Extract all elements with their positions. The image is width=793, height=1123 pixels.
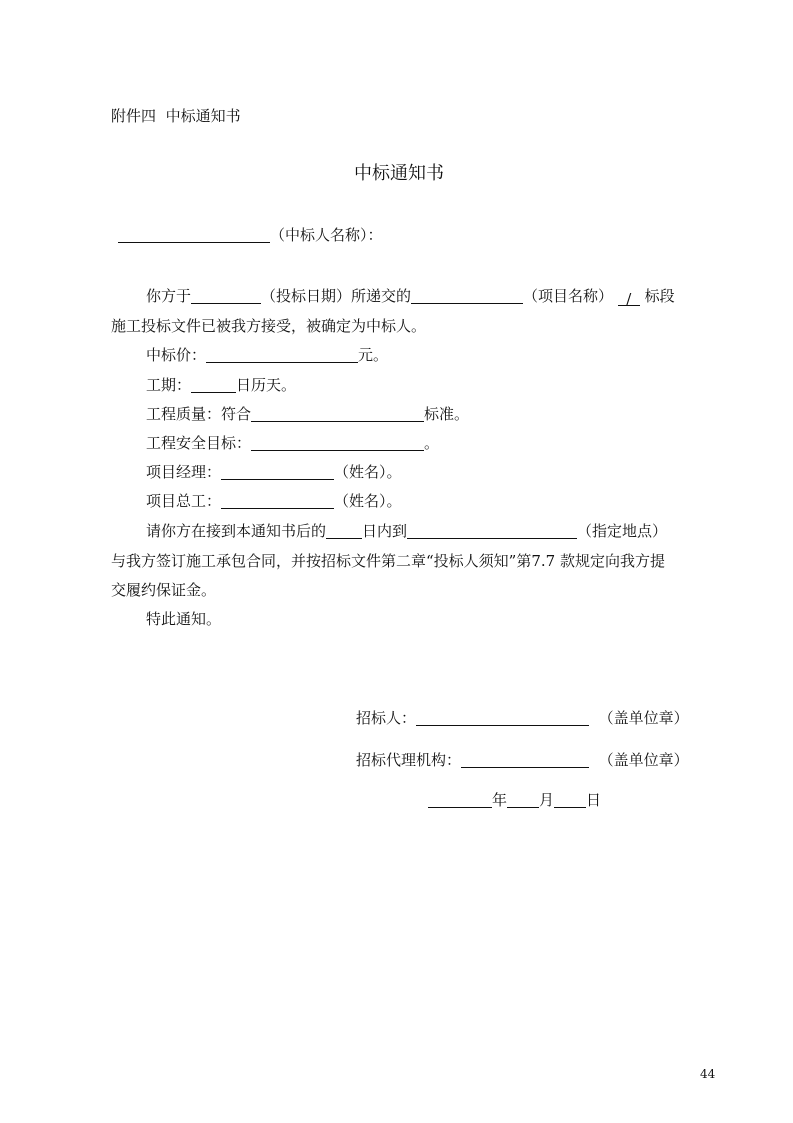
date-line (428, 790, 601, 810)
tenderer-blank[interactable] (416, 709, 589, 726)
manager-blank[interactable] (221, 463, 334, 480)
quality-line (146, 404, 469, 424)
period-blank[interactable] (191, 376, 236, 393)
safety-line (146, 433, 439, 453)
para1-line2: 施工投标文件已被我方接受，被确定为中标人。 (111, 317, 427, 335)
price-line (146, 345, 388, 365)
attachment-title: 中标通知书 (165, 107, 241, 125)
para2-line2: 与我方签订施工承包合同，并按招标文件第二章“投标人须知”第7.7 款规定向我方提 (111, 552, 665, 570)
location-blank[interactable] (407, 522, 577, 539)
winner-name-blank[interactable] (118, 226, 270, 243)
month-blank[interactable] (507, 791, 539, 808)
tenderer-signature-line (356, 708, 689, 728)
para2-text-1: 请你方在接到本通知书后的 (146, 522, 327, 540)
quality-unit: 标准。 (424, 405, 470, 423)
period-label: 工期： (146, 376, 192, 394)
para2-line3: 交履约保证金。 (111, 581, 217, 599)
price-unit: 元。 (358, 346, 389, 364)
agency-label: 招标代理机构： (356, 751, 462, 769)
day-label: 日 (586, 791, 602, 809)
engineer-blank[interactable] (221, 492, 334, 509)
engineer-line (146, 491, 402, 511)
tenderer-seal: （盖单位章） (598, 709, 689, 727)
page-number: 44 (700, 1067, 716, 1081)
para1-text-2: （投标日期）所递交的 (261, 287, 412, 305)
attachment-header (111, 106, 241, 126)
attachment-label: 附件四 (111, 107, 157, 125)
year-blank[interactable] (428, 791, 492, 808)
year-label: 年 (492, 791, 508, 809)
project-name-blank[interactable] (411, 287, 523, 304)
engineer-label: 项目总工： (146, 492, 222, 510)
section-blank[interactable]: / (618, 289, 640, 306)
price-blank[interactable] (206, 346, 358, 363)
para2-line1 (146, 521, 667, 541)
para2-text-3: （指定地点） (577, 522, 668, 540)
price-label: 中标价： (146, 346, 207, 364)
manager-line (146, 462, 402, 482)
para2-text-2: 日内到 (362, 522, 408, 540)
tenderer-label: 招标人： (356, 709, 417, 727)
safety-unit: 。 (424, 434, 440, 452)
closing-text: 特此通知。 (146, 610, 222, 628)
agency-blank[interactable] (461, 751, 589, 768)
addressee-suffix: （中标人名称）： (270, 226, 383, 244)
agency-seal: （盖单位章） (598, 751, 689, 769)
manager-label: 项目经理： (146, 463, 222, 481)
quality-blank[interactable] (251, 405, 424, 422)
page-title: 中标通知书 (354, 163, 444, 184)
para1-text-4: 标段 (644, 287, 675, 305)
days-blank[interactable] (326, 522, 362, 539)
period-unit: 日历天。 (236, 376, 297, 394)
para1-text-3: （项目名称） (523, 287, 614, 305)
agency-signature-line (356, 750, 689, 770)
engineer-unit: （姓名）。 (334, 492, 402, 510)
month-label: 月 (539, 791, 555, 809)
manager-unit: （姓名）。 (334, 463, 402, 481)
period-line (146, 375, 296, 395)
safety-blank[interactable] (251, 434, 424, 451)
safety-label: 工程安全目标： (146, 434, 252, 452)
bid-date-blank[interactable] (191, 287, 261, 304)
addressee-line (118, 225, 383, 245)
para1-text-1: 你方于 (146, 287, 192, 305)
day-blank[interactable] (554, 791, 586, 808)
para1-line1 (146, 286, 675, 306)
quality-label: 工程质量：符合 (146, 405, 252, 423)
